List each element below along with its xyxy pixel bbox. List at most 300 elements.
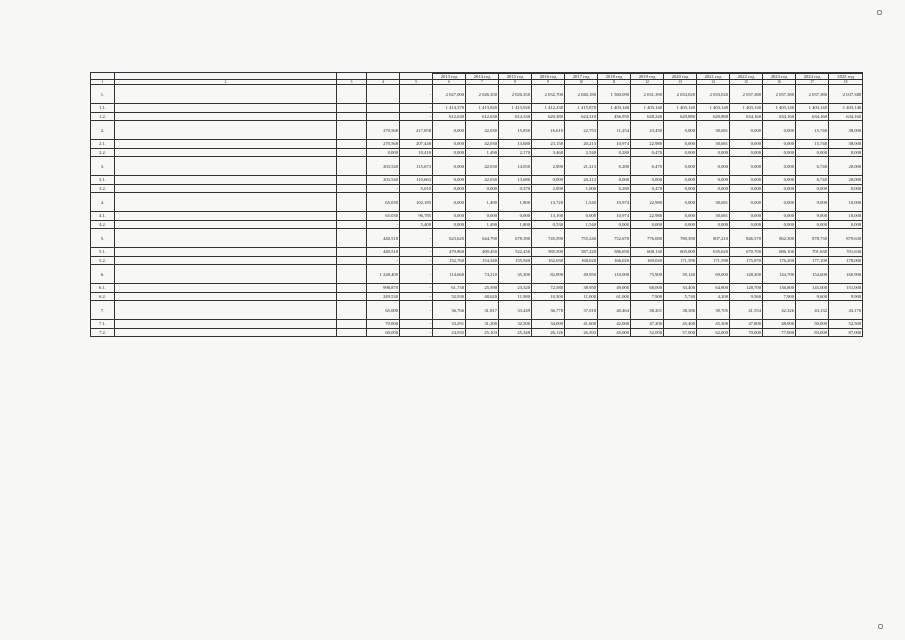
row-number: 6.2. — [91, 292, 115, 301]
row-year-value: 807,210 — [697, 229, 730, 248]
row-number: 7.1. — [91, 320, 115, 329]
row-year-value: 38,201 — [631, 301, 664, 320]
row-year-value: 1 403,140 — [763, 104, 796, 113]
column-index-cell: 9 — [532, 80, 565, 85]
row-year-value: 13,680 — [499, 176, 532, 185]
row-year-value: 701,630 — [829, 248, 863, 257]
table-row — [91, 284, 863, 293]
table-row — [91, 256, 863, 265]
row-year-value: 57,000 — [664, 328, 697, 337]
row-indicator — [115, 320, 337, 329]
row-year-value: 0,000 — [763, 220, 796, 229]
row-year-value: 6,740 — [796, 176, 829, 185]
row-2013-2025: - — [400, 256, 433, 265]
row-year-value: 31,817 — [466, 301, 499, 320]
document-heading — [230, 46, 690, 58]
row-number: 5.1. — [91, 248, 115, 257]
row-year-value: 38,950 — [565, 284, 598, 293]
row-indicator — [115, 256, 337, 265]
row-year-value: 0,000 — [829, 220, 863, 229]
row-year-value: 0,000 — [433, 193, 466, 212]
row-year-value: 64,800 — [697, 284, 730, 293]
row-year-value: 862,300 — [763, 229, 796, 248]
heading-line-2 — [230, 52, 690, 58]
row-year-value: 0,000 — [697, 220, 730, 229]
row-year-value: 752,670 — [598, 229, 631, 248]
row-year-value: 0,000 — [697, 148, 730, 157]
row-year-value: 1,540 — [565, 220, 598, 229]
row-year-value: 2 032,700 — [532, 85, 565, 104]
row-year-value: 0,000 — [664, 176, 697, 185]
row-year-value: 0,000 — [730, 176, 763, 185]
row-year-value: 39,140 — [664, 265, 697, 284]
table-row — [91, 184, 863, 193]
row-year-value: 1 415,870 — [565, 104, 598, 113]
row-year-value: 168,020 — [565, 256, 598, 265]
row-2013-2025: - — [400, 284, 433, 293]
row-year-value: 13,190 — [532, 212, 565, 221]
header-year: 2016 год — [532, 74, 565, 80]
row-2013-2025: 115,673 — [400, 157, 433, 176]
table-row — [91, 265, 863, 284]
row-year-value: 2 037,380 — [763, 85, 796, 104]
row-year-value: 1 560,090 — [598, 85, 631, 104]
row-2013-2025: 96,785 — [400, 212, 433, 221]
row-year-value: 623,620 — [433, 229, 466, 248]
row-year-value: 39,705 — [697, 301, 730, 320]
row-year-value: 624,310 — [565, 112, 598, 121]
row-year-value: 0,000 — [664, 220, 697, 229]
row-2003-2012: 65,030 — [367, 193, 400, 212]
row-year-value: 36,778 — [532, 301, 565, 320]
row-year-value: 634,160 — [829, 112, 863, 121]
row-year-value: 166,020 — [598, 256, 631, 265]
row-unit — [337, 301, 367, 320]
row-year-value: 2 026,350 — [499, 85, 532, 104]
column-index-cell: 15 — [730, 80, 763, 85]
row-unit — [337, 112, 367, 121]
row-year-value: 0,000 — [664, 148, 697, 157]
row-year-value: 30,681 — [697, 121, 730, 140]
row-unit — [337, 176, 367, 185]
row-year-value: 154,600 — [796, 265, 829, 284]
row-2003-2012: 203,540 — [367, 176, 400, 185]
row-year-value: 0,000 — [664, 140, 697, 149]
row-year-value: 75,900 — [631, 265, 664, 284]
row-year-value: 52,500 — [829, 320, 863, 329]
row-year-value: 41,600 — [565, 320, 598, 329]
row-2013-2025: 10,410 — [400, 148, 433, 157]
row-year-value: 10,000 — [829, 193, 863, 212]
row-year-value: 0,000 — [730, 212, 763, 221]
header-year: 2020 год — [664, 74, 697, 80]
row-year-value: 1 403,140 — [796, 104, 829, 113]
row-year-value: 634,160 — [763, 112, 796, 121]
row-year-value: 169,030 — [631, 256, 664, 265]
row-year-value: 629,880 — [664, 112, 697, 121]
row-year-value: 0,000 — [763, 184, 796, 193]
row-year-value: 0,000 — [598, 220, 631, 229]
row-year-value: 670,700 — [730, 248, 763, 257]
row-year-value: 14,050 — [499, 157, 532, 176]
row-year-value: 178,000 — [829, 256, 863, 265]
row-year-value: 171,590 — [664, 256, 697, 265]
row-year-value: 10,974 — [598, 212, 631, 221]
row-unit — [337, 104, 367, 113]
row-year-value: 0,000 — [730, 184, 763, 193]
row-year-value: 586,650 — [598, 248, 631, 257]
row-year-value: 2 037,380 — [730, 85, 763, 104]
row-unit — [337, 284, 367, 293]
row-year-value: 879,630 — [829, 229, 863, 248]
row-number: 6. — [91, 265, 115, 284]
row-indicator — [115, 85, 337, 104]
row-year-value: 10,300 — [532, 292, 565, 301]
row-2003-2012: 60,000 — [367, 328, 400, 337]
row-year-value: 5,740 — [664, 292, 697, 301]
row-year-value: 1,800 — [499, 220, 532, 229]
row-year-value: 20,213 — [565, 176, 598, 185]
row-year-value: 70,000 — [730, 328, 763, 337]
row-year-value: 2,540 — [565, 148, 598, 157]
row-year-value: 0,000 — [829, 148, 863, 157]
row-2003-2012: 270,568 — [367, 121, 400, 140]
row-year-value: 47,200 — [631, 320, 664, 329]
row-year-value: 2 037,380 — [796, 85, 829, 104]
row-2003-2012: 65,000 — [367, 301, 400, 320]
row-year-value: 0,000 — [730, 157, 763, 176]
row-2003-2012: 249,530 — [367, 292, 400, 301]
header-year: 2014 год — [466, 74, 499, 80]
row-year-value: 0,000 — [763, 193, 796, 212]
row-indicator — [115, 176, 337, 185]
row-year-value: 0,000 — [433, 220, 466, 229]
row-year-value: 634,160 — [730, 112, 763, 121]
row-year-value: 45,400 — [664, 320, 697, 329]
row-year-value: 144,700 — [763, 265, 796, 284]
header-year: 2017 год — [565, 74, 598, 80]
row-2013-2025: 217,858 — [400, 121, 433, 140]
row-year-value: 162,030 — [532, 256, 565, 265]
row-unit — [337, 184, 367, 193]
row-number: 3.1. — [91, 176, 115, 185]
row-2013-2025: 110,663 — [400, 176, 433, 185]
row-year-value: 48,620 — [466, 292, 499, 301]
row-year-value: 21,213 — [565, 157, 598, 176]
row-year-value: 9,900 — [829, 292, 863, 301]
row-indicator — [115, 157, 337, 176]
row-year-value: 0,000 — [730, 140, 763, 149]
row-year-value: 34,000 — [532, 320, 565, 329]
row-year-value: 13,680 — [499, 140, 532, 149]
row-year-value: 49,000 — [598, 284, 631, 293]
row-indicator — [115, 193, 337, 212]
row-indicator — [115, 212, 337, 221]
row-unit — [337, 212, 367, 221]
row-year-value: 74,210 — [466, 265, 499, 284]
table-row — [91, 176, 863, 185]
row-unit — [337, 248, 367, 257]
row-year-value: 678,390 — [499, 229, 532, 248]
row-year-value: 0,000 — [664, 212, 697, 221]
row-year-value: 11,000 — [565, 292, 598, 301]
row-indicator — [115, 148, 337, 157]
row-year-value: 1 403,140 — [829, 104, 863, 113]
row-number: 7. — [91, 301, 115, 320]
row-2013-2025: - — [400, 265, 433, 284]
row-indicator — [115, 104, 337, 113]
header-year: 2013 год — [433, 74, 466, 80]
row-2013-2025: - — [400, 328, 433, 337]
row-year-value: 176,200 — [763, 256, 796, 265]
row-year-value: 0,000 — [631, 220, 664, 229]
row-year-value: 136,800 — [763, 284, 796, 293]
row-year-value: 9,600 — [796, 292, 829, 301]
row-indicator — [115, 184, 337, 193]
header-year: 2019 год — [631, 74, 664, 80]
table-row — [91, 85, 863, 104]
column-index-cell: 10 — [565, 80, 598, 85]
row-year-value: 52,930 — [433, 292, 466, 301]
row-2013-2025: - — [400, 320, 433, 329]
row-year-value: 35,300 — [499, 265, 532, 284]
indicators-table — [90, 72, 863, 337]
row-year-value: 25,103 — [466, 328, 499, 337]
table-row — [91, 148, 863, 157]
row-indicator — [115, 220, 337, 229]
column-index-cell: 3 — [337, 80, 367, 85]
table-row — [91, 220, 863, 229]
row-year-value: 22,753 — [565, 121, 598, 140]
row-2003-2012: - — [367, 184, 400, 193]
header-2013-2025 — [400, 73, 433, 80]
row-2003-2012: 440,518 — [367, 229, 400, 248]
row-year-value: 0,530 — [532, 220, 565, 229]
row-year-value: 114,660 — [433, 265, 466, 284]
row-year-value: 30,681 — [697, 140, 730, 149]
row-year-value: 0,000 — [433, 212, 466, 221]
row-year-value: 15,740 — [796, 121, 829, 140]
row-year-value: 68,000 — [631, 284, 664, 293]
row-year-value: 0,000 — [763, 148, 796, 157]
row-year-value: 0,000 — [466, 212, 499, 221]
column-index-cell: 5 — [400, 80, 433, 85]
row-year-value: 0,000 — [565, 212, 598, 221]
row-year-value: 26,126 — [532, 328, 565, 337]
row-year-value: 42,030 — [466, 157, 499, 176]
table-row — [91, 248, 863, 257]
row-year-value: 171,590 — [697, 256, 730, 265]
table-row — [91, 121, 863, 140]
row-2003-2012: 0,000 — [367, 148, 400, 157]
row-year-value: 62,000 — [697, 328, 730, 337]
row-year-value: 45,000 — [598, 328, 631, 337]
row-number: 5.2. — [91, 256, 115, 265]
row-number: 4.1. — [91, 212, 115, 221]
row-year-value: 1,540 — [565, 193, 598, 212]
row-unit — [337, 121, 367, 140]
row-year-value: 45,300 — [697, 320, 730, 329]
row-year-value: 9,560 — [730, 292, 763, 301]
row-2013-2025: - — [400, 292, 433, 301]
row-year-value: 0,000 — [664, 184, 697, 193]
row-year-value: 0,000 — [796, 220, 829, 229]
row-year-value: 0,000 — [433, 157, 466, 176]
row-year-value: 846,570 — [730, 229, 763, 248]
row-year-value: 470,860 — [433, 248, 466, 257]
row-year-value: 0,470 — [631, 148, 664, 157]
row-year-value: 28,000 — [829, 176, 863, 185]
row-year-value: 0,000 — [730, 121, 763, 140]
row-year-value: 1 403,140 — [730, 104, 763, 113]
row-2013-2025: - — [400, 248, 433, 257]
row-year-value: 587,220 — [565, 248, 598, 257]
row-year-value: 0,370 — [499, 184, 532, 193]
row-2003-2012 — [367, 112, 400, 121]
header-year: 2024 год — [796, 74, 829, 80]
row-year-value: 9,000 — [796, 193, 829, 212]
row-year-value: 24,935 — [433, 328, 466, 337]
row-year-value: 1 403,140 — [664, 104, 697, 113]
row-year-value: 605,000 — [664, 248, 697, 257]
row-2003-2012: 70,000 — [367, 320, 400, 329]
row-2003-2012: 998,870 — [367, 284, 400, 293]
row-year-value: 48,900 — [763, 320, 796, 329]
table-row — [91, 229, 863, 248]
row-indicator — [115, 284, 337, 293]
row-unit — [337, 140, 367, 149]
row-year-value: 23,450 — [631, 121, 664, 140]
row-indicator — [115, 121, 337, 140]
header-unit — [337, 73, 367, 80]
header-year: 2015 год — [499, 74, 532, 80]
row-number: 6.1. — [91, 284, 115, 293]
row-number: 4.2. — [91, 220, 115, 229]
row-year-value: 69,000 — [697, 265, 730, 284]
row-year-value: 2,170 — [499, 148, 532, 157]
table-row — [91, 292, 863, 301]
row-2003-2012 — [367, 104, 400, 113]
table-row — [91, 193, 863, 212]
row-year-value: 628,240 — [631, 112, 664, 121]
row-year-value: 1 403,140 — [631, 104, 664, 113]
row-year-value: 0,000 — [763, 212, 796, 221]
row-year-value: 0,000 — [433, 121, 466, 140]
row-year-value: 629,880 — [697, 112, 730, 121]
row-year-value: 0,000 — [697, 157, 730, 176]
column-index-cell: 12 — [631, 80, 664, 85]
row-year-value: 33,291 — [433, 320, 466, 329]
row-year-value: 87,000 — [829, 328, 863, 337]
row-year-value: 33,449 — [499, 301, 532, 320]
row-number: 5. — [91, 229, 115, 248]
header-year: 2018 год — [598, 74, 631, 80]
header-year: 2025 год — [829, 74, 863, 80]
row-year-value: 585,500 — [532, 248, 565, 257]
row-year-value: 61,000 — [598, 292, 631, 301]
table-row — [91, 328, 863, 337]
table-row — [91, 320, 863, 329]
row-year-value: 0,280 — [598, 148, 631, 157]
header-year: 2023 год — [763, 74, 796, 80]
row-year-value: 42,030 — [466, 176, 499, 185]
row-year-value: 0,280 — [598, 157, 631, 176]
row-year-value: 614,330 — [499, 112, 532, 121]
column-index-cell: 2 — [115, 80, 337, 85]
column-index-cell: 7 — [466, 80, 499, 85]
header-2003-2012 — [367, 73, 400, 80]
row-number: 4. — [91, 193, 115, 212]
row-year-value: 37,018 — [565, 301, 598, 320]
row-year-value: 1,490 — [466, 193, 499, 212]
row-year-value: 0,000 — [466, 184, 499, 193]
row-unit — [337, 328, 367, 337]
row-year-value: 745,590 — [532, 229, 565, 248]
row-year-value: 0,000 — [763, 176, 796, 185]
column-index-cell: 16 — [763, 80, 796, 85]
row-indicator — [115, 301, 337, 320]
scan-dot — [877, 10, 882, 15]
row-year-value: 43,132 — [796, 301, 829, 320]
row-unit — [337, 220, 367, 229]
row-year-value: 878,730 — [796, 229, 829, 248]
row-year-value: 38,386 — [664, 301, 697, 320]
row-indicator — [115, 248, 337, 257]
row-year-value: 0,000 — [763, 157, 796, 176]
row-year-value: 0,000 — [631, 176, 664, 185]
row-number: 1. — [91, 85, 115, 104]
row-year-value: 634,160 — [796, 112, 829, 121]
row-year-value: 11,980 — [499, 292, 532, 301]
row-year-value: 10,000 — [829, 212, 863, 221]
row-indicator — [115, 229, 337, 248]
row-number: 7.2. — [91, 328, 115, 337]
row-2003-2012: 440,518 — [367, 248, 400, 257]
row-2003-2012 — [367, 85, 400, 104]
table-row — [91, 140, 863, 149]
row-year-value: 36,766 — [433, 301, 466, 320]
row-year-value: 50,000 — [796, 320, 829, 329]
row-year-value: 43,176 — [829, 301, 863, 320]
row-2003-2012: - — [367, 220, 400, 229]
row-indicator — [115, 292, 337, 301]
row-unit — [337, 265, 367, 284]
row-year-value: 2 037,380 — [829, 85, 863, 104]
row-year-value: 3,460 — [532, 148, 565, 157]
table-row — [91, 157, 863, 176]
row-year-value: 0,000 — [697, 176, 730, 185]
row-2003-2012: 270,568 — [367, 140, 400, 149]
row-year-value: 61,730 — [433, 284, 466, 293]
row-year-value: 42,326 — [763, 301, 796, 320]
row-year-value: 2,890 — [532, 157, 565, 176]
table-row — [91, 112, 863, 121]
row-year-value: 154,340 — [466, 256, 499, 265]
row-year-value: 23,150 — [532, 140, 565, 149]
row-year-value: 2 031,390 — [631, 85, 664, 104]
row-year-value: 41,554 — [730, 301, 763, 320]
row-year-value: 128,200 — [730, 265, 763, 284]
row-year-value: 0,000 — [532, 176, 565, 185]
row-year-value: 77,000 — [763, 328, 796, 337]
column-index-cell: 18 — [829, 80, 863, 85]
row-year-value: 490,450 — [466, 248, 499, 257]
row-year-value: 10,974 — [598, 193, 631, 212]
row-year-value: 32,500 — [499, 320, 532, 329]
row-year-value: 635,620 — [697, 248, 730, 257]
row-year-value: 49,950 — [565, 265, 598, 284]
row-year-value: 7,900 — [631, 292, 664, 301]
